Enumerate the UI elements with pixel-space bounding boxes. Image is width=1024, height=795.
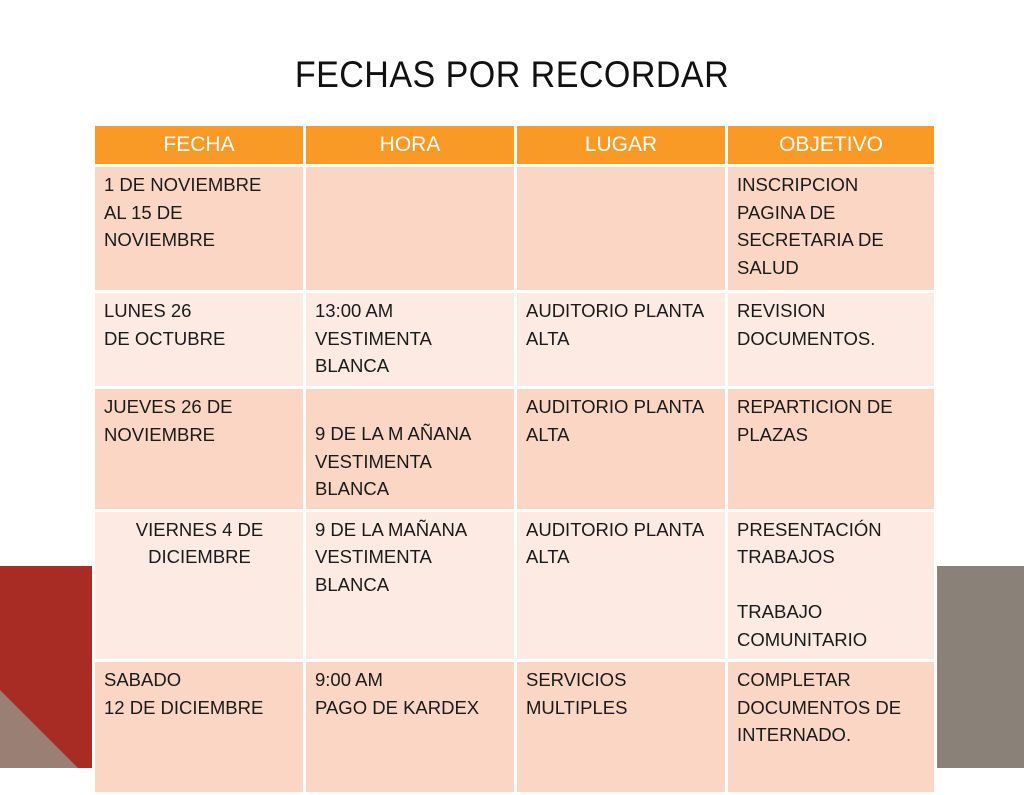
cell-text: VIERNES 4 DE DICIEMBRE — [135, 518, 264, 567]
cell-text: AUDITORIO PLANTA ALTA — [526, 518, 705, 567]
cell-hora — [305, 292, 516, 388]
cell-text: 9 DE LA MAÑANA VESTIMENTA BLANCA — [315, 518, 468, 595]
table-row — [94, 510, 936, 661]
cell-fecha — [94, 166, 305, 292]
cell-text: 9:00 AM PAGO DE KARDEX — [315, 669, 480, 718]
cell-text: 13:00 AM VESTIMENTA BLANCA — [315, 300, 432, 376]
cell-text: SERVICIOS MULTIPLES — [526, 669, 628, 718]
cell-objetivo — [727, 388, 936, 511]
decorative-triangle — [0, 690, 78, 768]
header-hora: HORA — [305, 125, 516, 166]
cell-objetivo — [727, 661, 936, 794]
cell-text: SABADO 12 DE DICIEMBRE — [104, 669, 264, 718]
cell-fecha — [94, 292, 305, 388]
decorative-gray-block — [934, 566, 1024, 768]
slide-title: FECHAS POR RECORDAR — [294, 54, 730, 95]
table-row — [94, 661, 936, 794]
cell-hora — [305, 388, 516, 511]
table-row — [94, 292, 936, 388]
table-row — [94, 388, 936, 511]
header-lugar: LUGAR — [516, 125, 727, 166]
cell-objetivo — [727, 510, 936, 661]
cell-text: 1 DE NOVIEMBRE AL 15 DE NOVIEMBRE — [104, 174, 262, 250]
cell-text: JUEVES 26 DE NOVIEMBRE — [104, 396, 233, 445]
cell-text: INSCRIPCION PAGINA DE SECRETARIA DE SALUD — [737, 174, 884, 278]
cell-text: 9 DE LA M AÑANA VESTIMENTA BLANCA — [315, 423, 472, 499]
cell-text: LUNES 26 DE OCTUBRE — [104, 300, 226, 349]
cell-lugar — [516, 661, 727, 794]
cell-lugar — [516, 510, 727, 661]
cell-text: REPARTICION DE PLAZAS — [737, 396, 893, 445]
cell-fecha — [94, 661, 305, 794]
cell-hora — [305, 166, 516, 292]
cell-lugar — [516, 292, 727, 388]
header-objetivo: OBJETIVO — [727, 125, 936, 166]
cell-lugar — [516, 388, 727, 511]
table-row — [94, 166, 936, 292]
table-header-row — [94, 125, 936, 166]
cell-text: AUDITORIO PLANTA ALTA — [526, 300, 705, 349]
cell-lugar — [516, 166, 727, 292]
cell-fecha — [94, 388, 305, 511]
cell-objetivo — [727, 292, 936, 388]
cell-hora — [305, 661, 516, 794]
header-fecha: FECHA — [94, 125, 305, 166]
cell-hora — [305, 510, 516, 661]
cell-text: COMPLETAR DOCUMENTOS DE INTERNADO. — [737, 669, 902, 745]
cell-objetivo — [727, 166, 936, 292]
dates-table — [92, 123, 937, 795]
cell-text: REVISION DOCUMENTOS. — [737, 300, 876, 349]
cell-fecha — [94, 510, 305, 661]
cell-text: PRESENTACIÓN TRABAJOS TRABAJO COMUNITARIO — [737, 518, 882, 650]
cell-text: AUDITORIO PLANTA ALTA — [526, 396, 705, 445]
